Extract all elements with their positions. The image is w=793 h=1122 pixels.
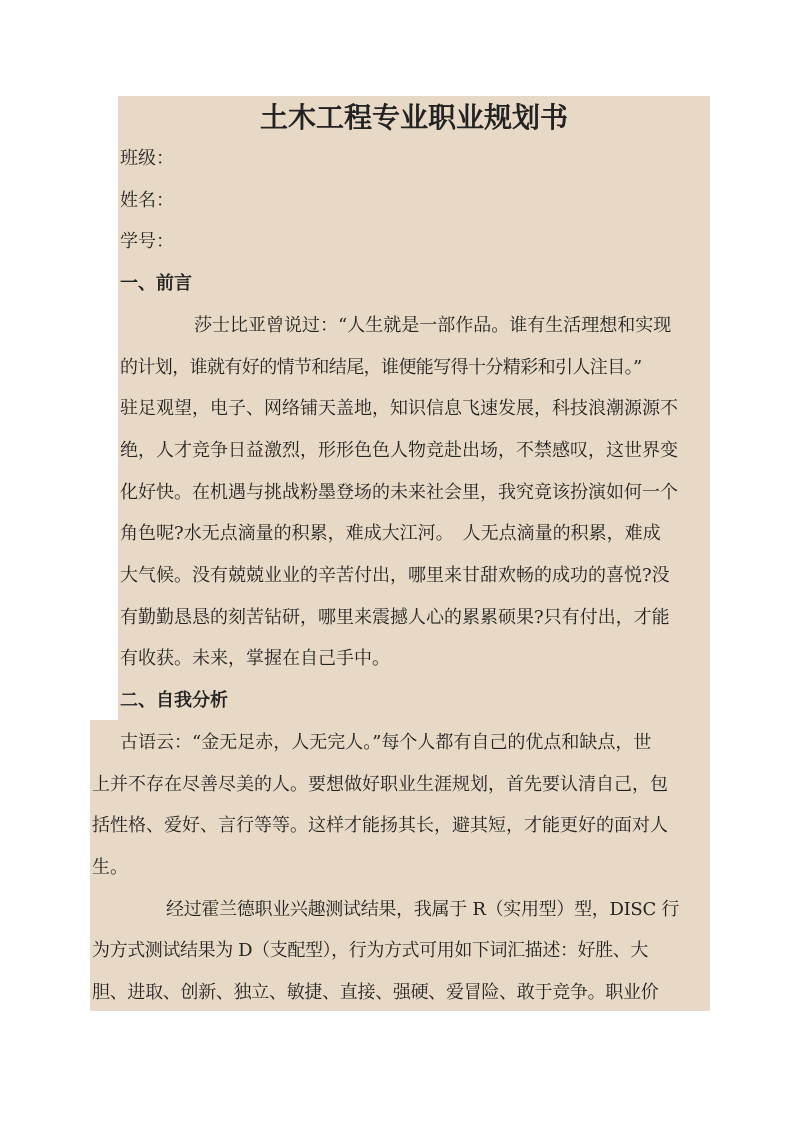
preface-line: 有收获。未来，掌握在自己手中。	[120, 648, 390, 669]
preface-line: 角色呢?水无点滴量的积累，难成大江河。 人无点滴量的积累，难成	[120, 523, 661, 544]
highlight-background-lower	[90, 720, 710, 1011]
preface-line: 驻足观望，电子、网络铺天盖地，知识信息飞速发展，科技浪潮源源不	[120, 398, 678, 419]
section-heading-self-analysis: 二、自我分析	[120, 690, 228, 711]
document-title: 土木工程专业职业规划书	[259, 101, 568, 134]
preface-line: 有勤勤恳恳的刻苦钻研，哪里来震撼人心的累累硕果?只有付出，才能	[120, 607, 670, 628]
self-analysis-line: 胆、进取、创新、独立、敏捷、直接、强硬、爱冒险、敢于竞争。职业价	[92, 982, 659, 1003]
preface-line: 绝，人才竞争日益激烈，形形色色人物竞赴出场，不禁感叹，这世界变	[120, 440, 678, 461]
preface-line: 化好快。在机遇与挑战粉墨登场的未来社会里，我究竟该扮演如何一个	[120, 482, 678, 503]
self-analysis-line: 括性格、爱好、言行等等。这样才能扬其长，避其短，才能更好的面对人	[92, 815, 668, 836]
class-field-label: 班级：	[120, 148, 174, 169]
self-analysis-line: 经过霍兰德职业兴趣测试结果，我属于 R（实用型）型，DISC 行	[166, 899, 680, 920]
student-id-field-label: 学号：	[120, 231, 174, 252]
preface-line: 莎士比亚曾说过：“人生就是一部作品。谁有生活理想和实现	[194, 315, 672, 336]
self-analysis-line: 上并不存在尽善尽美的人。要想做好职业生涯规划，首先要认清自己，包	[92, 774, 668, 795]
preface-line: 的计划，谁就有好的情节和结尾，谁便能写得十分精彩和引人注目。”	[120, 357, 642, 378]
self-analysis-line: 生。	[92, 857, 128, 878]
name-field-label: 姓名：	[120, 190, 174, 211]
preface-line: 大气候。没有兢兢业业的辛苦付出，哪里来甘甜欢畅的成功的喜悦?没	[120, 565, 670, 586]
self-analysis-line: 古语云：“金无足赤，人无完人。”每个人都有自己的优点和缺点，世	[120, 732, 652, 753]
section-heading-preface: 一、前言	[120, 273, 192, 294]
self-analysis-line: 为方式测试结果为 D（支配型），行为方式可用如下词汇描述：好胜、大	[92, 940, 648, 961]
